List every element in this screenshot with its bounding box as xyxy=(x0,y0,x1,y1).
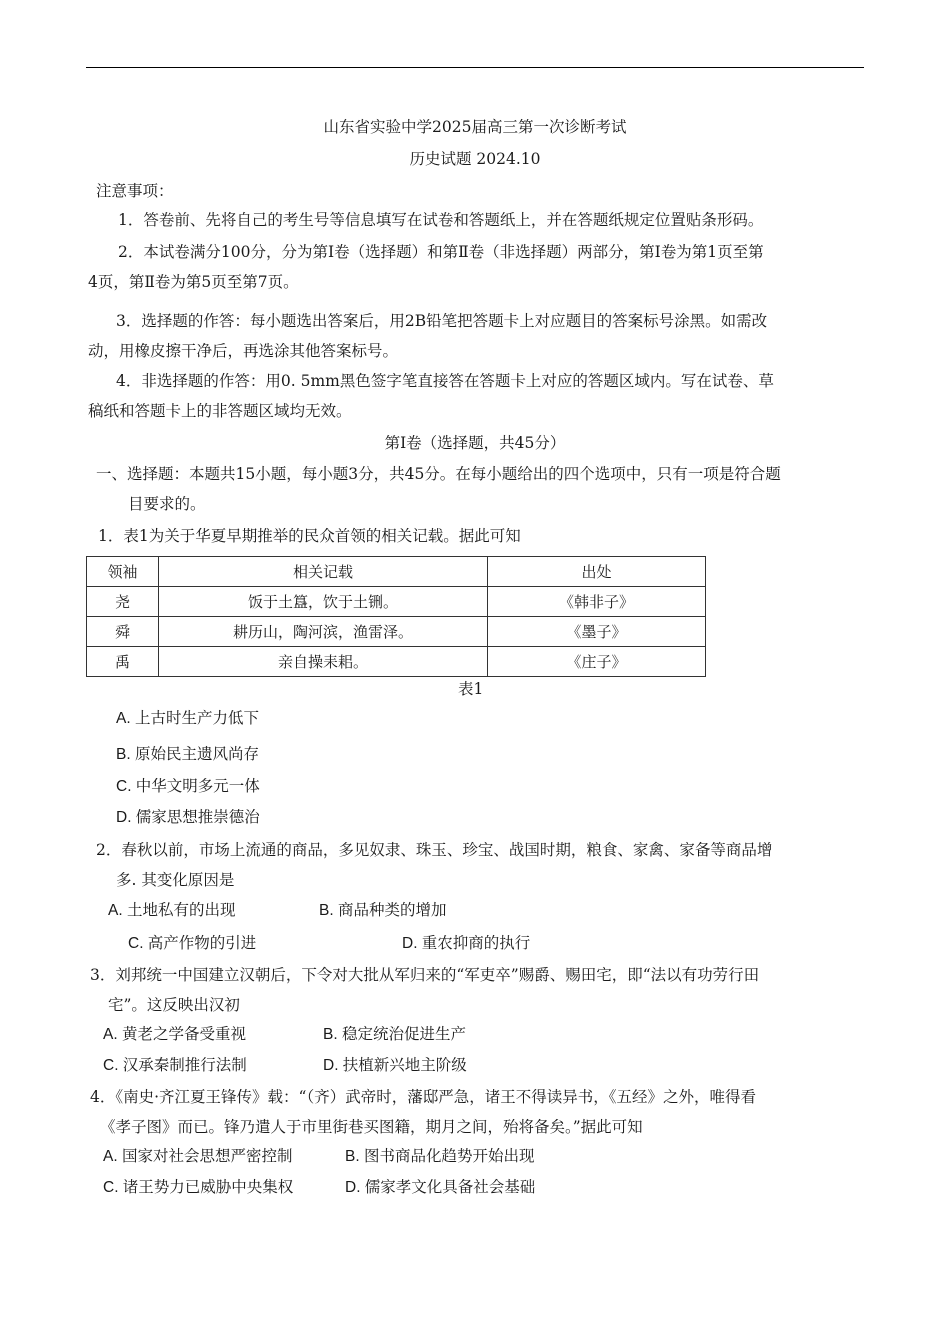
table-row xyxy=(87,617,706,647)
note-2-line-2: 4页，第Ⅱ卷为第5页至第7页。 xyxy=(88,273,299,291)
table-cell: 《庄子》 xyxy=(488,647,706,677)
notes-heading: 注意事项： xyxy=(96,182,174,200)
table-cell: 耕历山，陶河滨，渔雷泽。 xyxy=(159,617,488,647)
note-3-line-1: 3．选择题的作答：每小题选出答案后，用2B铅笔把答题卡上对应题目的答案标号涂黑。如需改 xyxy=(116,312,768,330)
q3-option-c[interactable]: C. 汉承秦制推行法制 xyxy=(103,1057,247,1074)
exam-subtitle: 历史试题 2024.10 xyxy=(409,150,541,168)
note-2-line-1: 2．本试卷满分100分，分为第Ⅰ卷（选择题）和第Ⅱ卷（非选择题）两部分，第Ⅰ卷为第1页至第 xyxy=(118,243,764,261)
table-cell: 禹 xyxy=(87,647,159,677)
q2-stem-line-1: 2．春秋以前，市场上流通的商品，多见奴隶、珠玉、珍宝、战国时期，粮食、家禽、家备等商品增 xyxy=(96,841,773,859)
table-cell: 《墨子》 xyxy=(488,617,706,647)
q3-option-a[interactable]: A. 黄老之学备受重视 xyxy=(103,1026,246,1043)
table-cell: 亲自操耒耜。 xyxy=(159,647,488,677)
table-cell: 舜 xyxy=(87,617,159,647)
note-3-line-2: 动，用橡皮擦干净后，再选涂其他答案标号。 xyxy=(88,342,399,360)
table-header-row xyxy=(87,557,706,587)
q3-option-d[interactable]: D. 扶植新兴地主阶级 xyxy=(323,1057,467,1074)
table-cell: 尧 xyxy=(87,587,159,617)
q4-option-c[interactable]: C. 诸王势力已威胁中央集权 xyxy=(103,1179,294,1196)
q1-option-c[interactable]: C. 中华文明多元一体 xyxy=(116,778,260,795)
note-4-line-1: 4．非选择题的作答：用0. 5mm黑色签字笔直接答在答题卡上对应的答题区域内。写在试卷、草 xyxy=(116,372,774,390)
table-cell: 饭于土簋，饮于土铏。 xyxy=(159,587,488,617)
q4-option-b[interactable]: B. 图书商品化趋势开始出现 xyxy=(345,1148,535,1165)
table-caption: 表1 xyxy=(458,680,484,698)
q1-table xyxy=(86,556,706,677)
q1-stem: 1．表1为关于华夏早期推举的民众首领的相关记载。据此可知 xyxy=(98,527,521,545)
table-header-cell: 相关记载 xyxy=(159,557,488,587)
table-row xyxy=(87,647,706,677)
table-row xyxy=(87,587,706,617)
q2-option-d[interactable]: D. 重农抑商的执行 xyxy=(402,935,531,952)
table-header-cell: 领袖 xyxy=(87,557,159,587)
q2-option-b[interactable]: B. 商品种类的增加 xyxy=(319,902,447,919)
q3-stem-line-1: 3．刘邦统一中国建立汉朝后，下令对大批从军归来的“军吏卒”赐爵、赐田宅，即“法以有功劳行田 xyxy=(90,966,760,984)
header-rule xyxy=(86,67,864,68)
note-4-line-2: 稿纸和答题卡上的非答题区域均无效。 xyxy=(88,402,352,420)
q2-option-c[interactable]: C. 高产作物的引进 xyxy=(128,935,257,952)
q4-stem-line-1: 4．《南史·齐江夏王锋传》载：“（齐）武帝时，藩邸严急，诸王不得读异书，《五经》之外，唯得看 xyxy=(90,1088,756,1106)
q1-option-a[interactable]: A. 上古时生产力低下 xyxy=(116,710,259,727)
q1-option-b[interactable]: B. 原始民主遗风尚存 xyxy=(116,746,259,763)
exam-title: 山东省实验中学2025届高三第一次诊断考试 xyxy=(323,118,627,136)
q1-option-d[interactable]: D. 儒家思想推崇德治 xyxy=(116,809,260,826)
note-1: 1．答卷前、先将自己的考生号等信息填写在试卷和答题纸上，并在答题纸规定位置贴条形码。 xyxy=(118,211,764,229)
q4-stem-line-2: 《孝子图》而已。锋乃遣人于市里街巷买图籍，期月之间，殆将备矣。”据此可知 xyxy=(100,1118,643,1136)
table-header-cell: 出处 xyxy=(488,557,706,587)
q2-stem-line-2: 多. 其变化原因是 xyxy=(116,871,235,889)
table-cell: 《韩非子》 xyxy=(488,587,706,617)
q3-option-b[interactable]: B. 稳定统治促进生产 xyxy=(323,1026,466,1043)
q4-option-d[interactable]: D. 儒家孝文化具备社会基础 xyxy=(345,1179,536,1196)
section-title: 第Ⅰ卷（选择题，共45分） xyxy=(384,434,566,452)
section-instructions-line-1: 一、选择题：本题共15小题，每小题3分，共45分。在每小题给出的四个选项中，只有一项是符合题 xyxy=(96,465,781,483)
q3-stem-line-2: 宅”。这反映出汉初 xyxy=(108,996,240,1014)
q2-option-a[interactable]: A. 土地私有的出现 xyxy=(108,902,236,919)
q4-option-a[interactable]: A. 国家对社会思想严密控制 xyxy=(103,1148,293,1165)
section-instructions-line-2: 目要求的。 xyxy=(128,495,206,513)
